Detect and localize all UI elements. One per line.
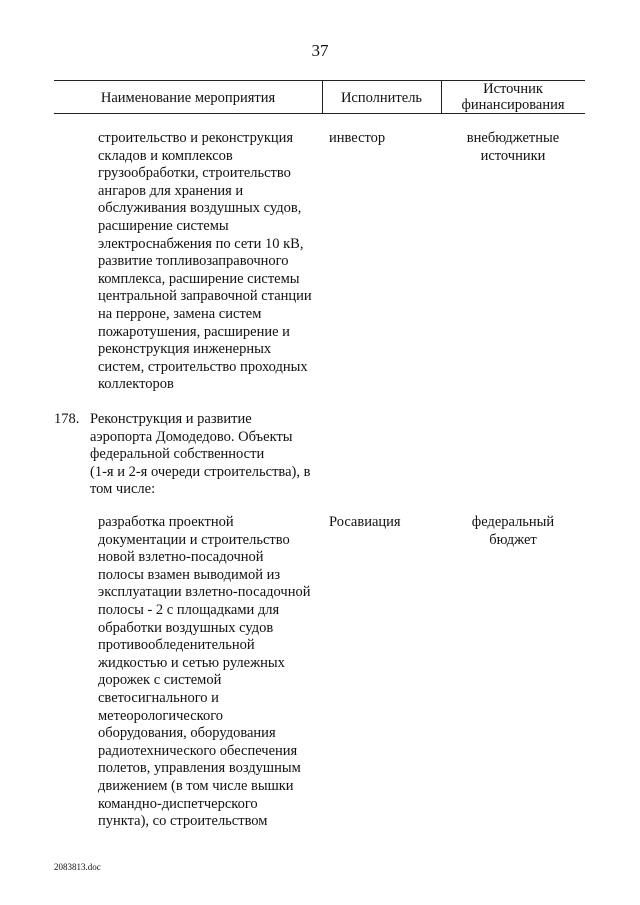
name-line: полетов, управления воздушным [98,760,301,777]
name-line: реконструкция инженерных [98,341,272,358]
name-line: расширение системы [98,217,229,234]
source-line: федеральный [471,514,555,530]
column-header-executor: Исполнитель [340,90,423,106]
name-line: полосы взамен выводимой из [98,566,281,583]
row-1-executor: инвестор [329,130,386,146]
name-line: новой взлетно-посадочной [98,549,264,566]
name-line: командно-диспетчерского [98,795,258,812]
name-line: пожаротушения, расширение и [98,323,290,340]
name-line: ангаров для хранения и [98,182,244,199]
row-3-source [441,514,585,549]
name-line: эксплуатации взлетно-посадочной [98,584,311,601]
footer-filename: 2083813.doc [54,862,101,872]
name-line: дорожек с системой [98,672,222,689]
name-line: комплекса, расширение системы [98,270,300,287]
name-line: развитие топливозаправочного [98,253,289,270]
column-header-source-line: Источник [483,81,543,97]
name-line: том числе: [90,481,156,498]
source-line: внебюджетные [466,130,560,146]
name-line: Реконструкция и развитие [90,411,252,427]
row-3-name [98,514,328,831]
name-line: обслуживания воздушных судов, [98,200,302,217]
name-line: систем, строительство проходных [98,358,308,375]
name-line: аэропорта Домодедово. Объекты [90,428,293,445]
name-line: на перроне, замена систем [98,305,262,322]
name-line: метеорологического [98,707,224,724]
page-number: 37 [311,41,329,60]
item-number: 178. [54,411,80,427]
name-line: грузообработки, строительство [98,165,291,182]
name-line: противообледенительной [98,637,255,654]
name-line: электроснабжения по сети 10 кВ, [98,235,304,252]
name-line: строительство и реконструкция [98,130,294,146]
name-line: полосы - 2 с площадками для [98,601,280,618]
column-header-source [441,81,585,113]
name-line: федеральной собственности [90,446,265,463]
source-line: бюджет [489,531,537,548]
name-line: пункта), со строительством [98,813,268,830]
row-2-name [90,411,328,499]
name-line: (1-я и 2-я очереди строительства), в [90,463,311,480]
row-1-source [441,130,585,165]
row-3-executor: Росавиация [329,514,401,530]
name-line: разработка проектной [98,514,234,530]
column-header-name: Наименование мероприятия [100,90,276,106]
name-line: движением (в том числе вышки [98,777,294,794]
name-line: светосигнального и [98,689,219,706]
column-header-source-line: финансирования [461,97,565,113]
name-line: обработки воздушных судов [98,619,274,636]
name-line: документации и строительство [98,531,290,548]
source-line: источники [480,147,546,164]
table-header-bottom-rule [54,113,585,114]
name-line: коллекторов [98,376,174,393]
name-line: оборудования, оборудования [98,725,276,742]
name-line: радиотехнического обеспечения [98,742,298,759]
row-1-name [98,130,328,394]
name-line: центральной заправочной станции [98,288,312,305]
name-line: складов и комплексов [98,147,233,164]
name-line: жидкостью и сетью рулежных [98,654,285,671]
